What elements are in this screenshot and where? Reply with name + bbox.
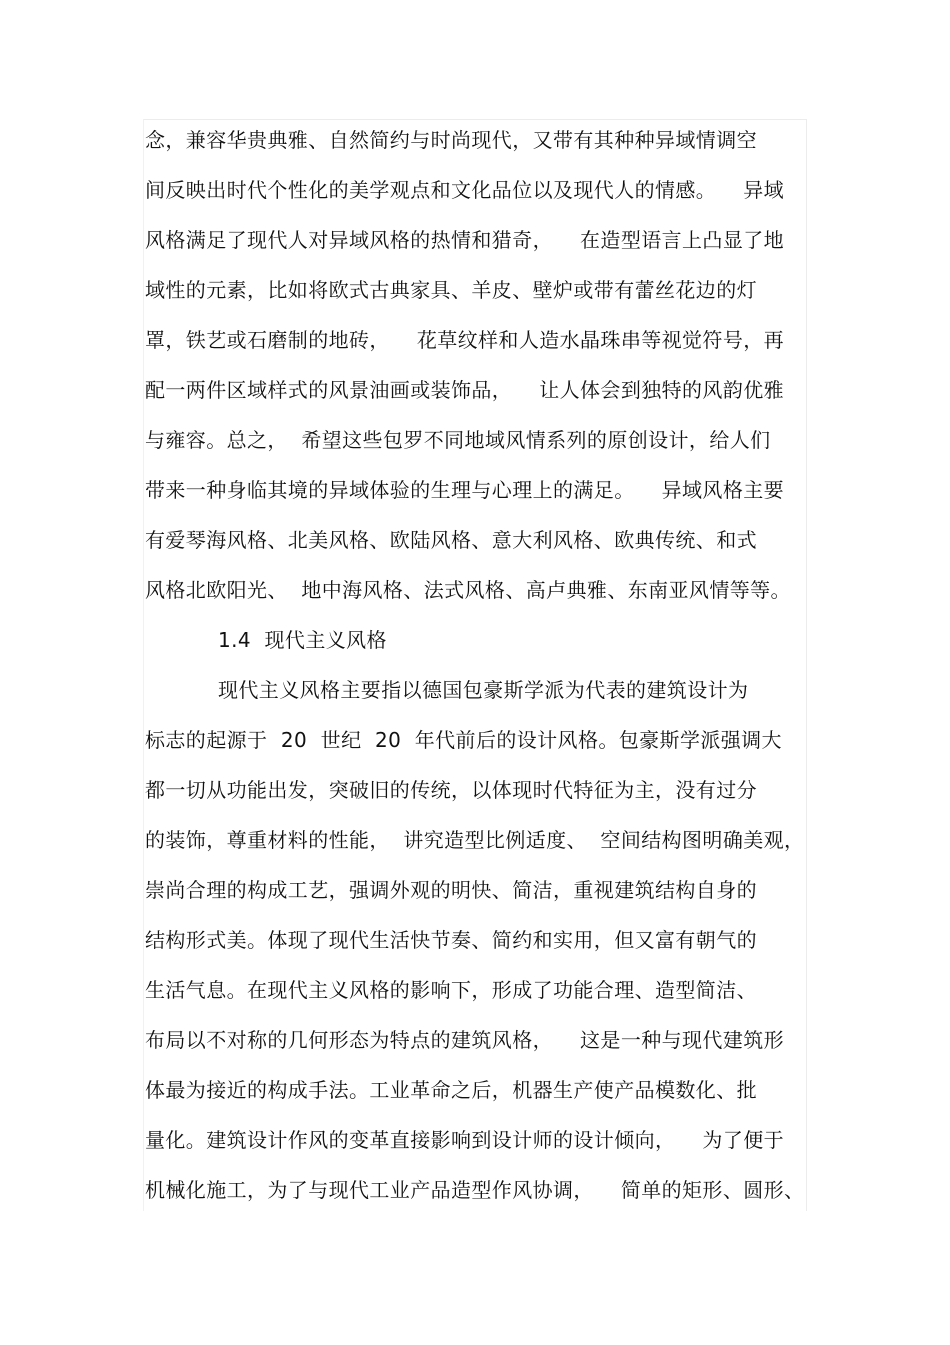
text-line: 结构形式美。体现了现代生活快节奏、简约和实用，但又富有朝气的 <box>145 928 757 952</box>
text-line: 间反映出时代个性化的美学观点和文化品位以及现代人的情感。 异域 <box>145 178 785 202</box>
text-line: 量化。建筑设计作风的变革直接影响到设计师的设计倾向， 为了便于 <box>145 1128 785 1152</box>
text-line: 生活气息。在现代主义风格的影响下，形成了功能合理、造型简洁、 <box>145 978 757 1002</box>
text-line: 配一两件区域样式的风景油画或装饰品， 让人体会到独特的风韵优雅 <box>145 378 785 402</box>
text-line: 标志的起源于 20 世纪 20 年代前后的设计风格。包豪斯学派强调大 <box>145 728 782 752</box>
text-line: 布局以不对称的几何形态为特点的建筑风格， 这是一种与现代建筑形 <box>145 1028 785 1052</box>
section-heading: 1.4 现代主义风格 <box>218 628 387 652</box>
text-line: 风格满足了现代人对异域风格的热情和猎奇， 在造型语言上凸显了地 <box>145 228 785 252</box>
text-line: 都一切从功能出发，突破旧的传统，以体现时代特征为主，没有过分 <box>145 778 757 802</box>
text-line: 崇尚合理的构成工艺，强调外观的明快、简洁，重视建筑结构自身的 <box>145 878 757 902</box>
text-line: 有爱琴海风格、北美风格、欧陆风格、意大利风格、欧典传统、和式 <box>145 528 757 552</box>
text-line: 罩，铁艺或石磨制的地砖， 花草纹样和人造水晶珠串等视觉符号，再 <box>145 328 785 352</box>
text-line: 的装饰，尊重材料的性能， 讲究造型比例适度、 空间结构图明确美观， <box>145 828 805 852</box>
paragraph-first-line: 现代主义风格主要指以德国包豪斯学派为代表的建筑设计为 <box>218 678 749 702</box>
text-line: 机械化施工，为了与现代工业产品造型作风协调， 简单的矩形、圆形、 <box>145 1178 805 1202</box>
text-line: 念，兼容华贵典雅、自然简约与时尚现代，又带有其种种异域情调空 <box>145 128 757 152</box>
text-line: 带来一种身临其境的异域体验的生理与心理上的满足。 异域风格主要 <box>145 478 785 502</box>
text-line: 体最为接近的构成手法。工业革命之后，机器生产使产品模数化、批 <box>145 1078 757 1102</box>
text-line: 与雍容。总之， 希望这些包罗不同地域风情系列的原创设计，给人们 <box>145 428 771 452</box>
text-line: 风格北欧阳光、 地中海风格、法式风格、高卢典雅、东南亚风情等等。 <box>145 578 791 602</box>
text-line: 域性的元素，比如将欧式古典家具、羊皮、壁炉或带有蕾丝花边的灯 <box>145 278 757 302</box>
